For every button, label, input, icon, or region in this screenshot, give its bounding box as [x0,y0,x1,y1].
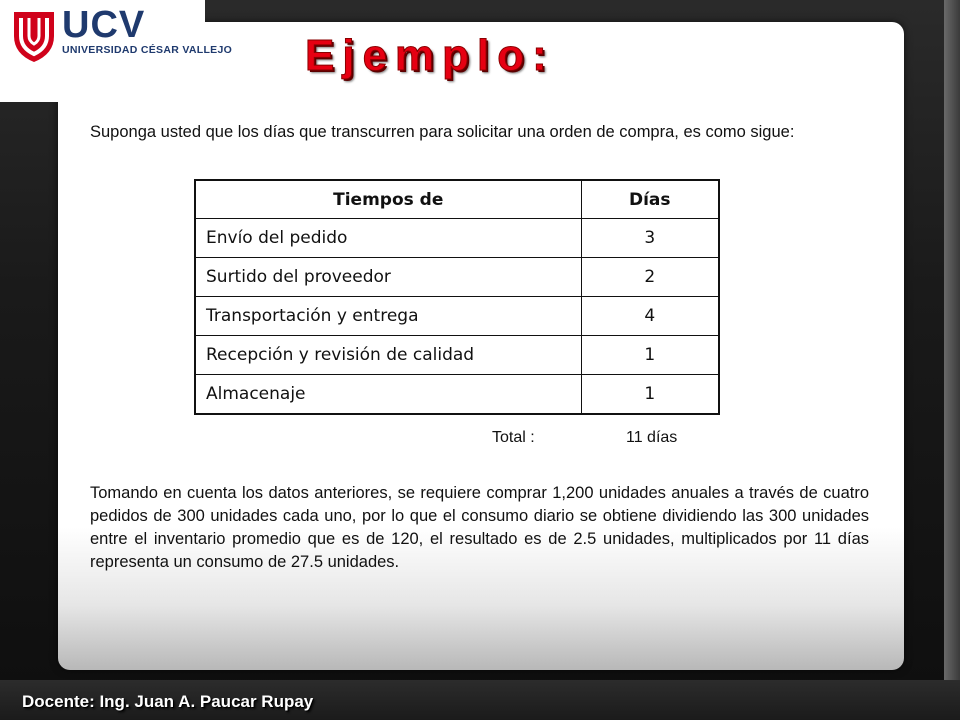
ucv-shield-icon [12,10,56,64]
explanation-paragraph: Tomando en cuenta los datos anteriores, se requiere comprar 1,200 unidades anuales a través de cuatro pedidos de 300 unidades cada uno, por lo que el consumo diario se obtiene dividiendo las 300 unidades entre el inventario promedio que es de 120, el resultado es de 2.5 unidades, multiplicados por 11 días representa un consumo de 27.5 unidades. [90,484,869,571]
row-label: Surtido del proveedor [195,257,581,296]
row-days: 3 [581,219,719,258]
table-header-row [195,180,719,219]
logo-backdrop [0,70,155,102]
right-edge-strip [944,0,960,720]
table-row [195,374,719,414]
row-days: 4 [581,296,719,335]
logo [0,0,233,70]
table-row [195,296,719,335]
times-table [194,179,720,415]
table-row [195,219,719,258]
row-label: Recepción y revisión de calidad [195,335,581,374]
total-value: 11 días [626,429,678,446]
row-days: 1 [581,374,719,414]
header-tiempos: Tiempos de [195,180,581,219]
footer-instructor: Docente: Ing. Juan A. Paucar Rupay [22,692,314,711]
intro-text: Suponga usted que los días que transcurren para solicitar una orden de compra, es como sigue: [90,123,795,141]
row-days: 1 [581,335,719,374]
total-label: Total : [492,429,535,446]
table-row [195,335,719,374]
slide-title: Ejemplo: [305,31,555,80]
table-row [195,257,719,296]
row-label: Almacenaje [195,374,581,414]
logo-subtitle: UNIVERSIDAD CÉSAR VALLEJO [62,44,233,56]
row-label: Transportación y entrega [195,296,581,335]
row-days: 2 [581,257,719,296]
header-dias: Días [581,180,719,219]
logo-brand: UCV [62,4,146,46]
row-label: Envío del pedido [195,219,581,258]
